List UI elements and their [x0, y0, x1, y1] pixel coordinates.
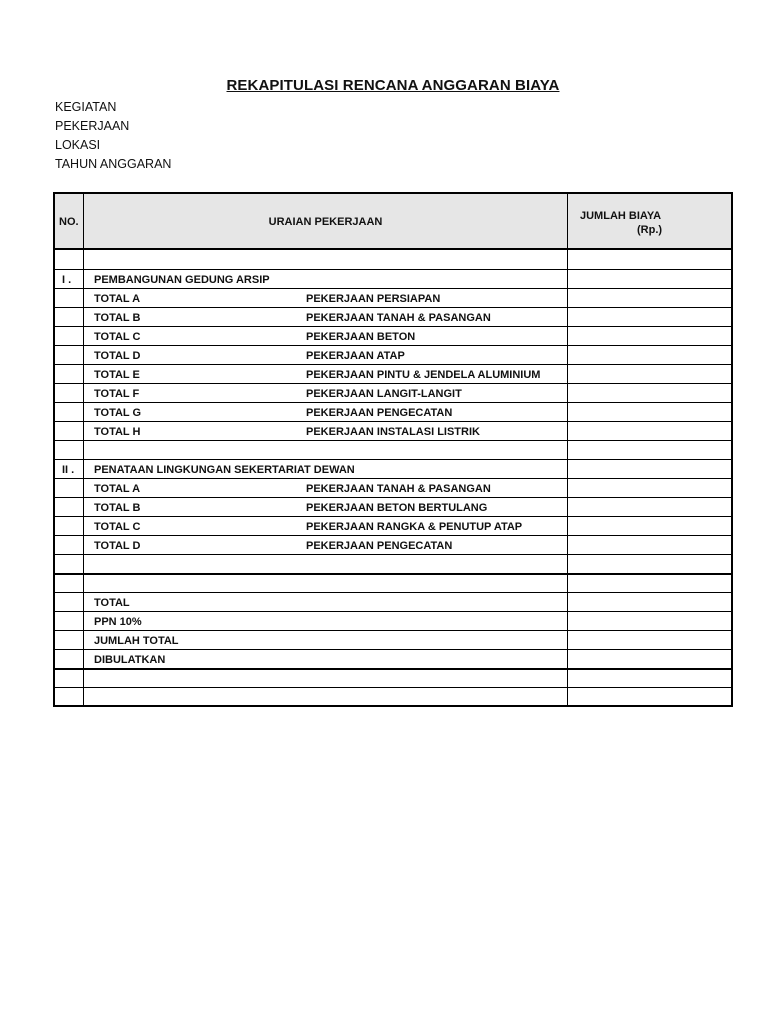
row-no: II . — [62, 464, 75, 476]
table-row — [55, 517, 731, 536]
column-divider-no — [83, 194, 84, 705]
header-jumlah-line1: JUMLAH BIAYA — [580, 210, 662, 222]
document-title: REKAPITULASI RENCANA ANGGARAN BIAYA — [226, 77, 560, 94]
row-label: TOTAL D — [94, 540, 141, 552]
row-label: JUMLAH TOTAL — [94, 635, 179, 647]
row-description: PEKERJAAN PENGECATAN — [306, 407, 453, 419]
row-label: PEMBANGUNAN GEDUNG ARSIP — [94, 274, 270, 286]
table-row — [55, 308, 731, 327]
table-row — [55, 536, 731, 555]
table-row — [55, 346, 731, 365]
meta-pekerjaan: PEKERJAAN — [55, 119, 130, 133]
row-description: PEKERJAAN PINTU & JENDELA ALUMINIUM — [306, 369, 541, 381]
row-label: TOTAL C — [94, 521, 141, 533]
table-row — [55, 612, 731, 631]
table-header — [55, 194, 731, 250]
row-description: PEKERJAAN PENGECATAN — [306, 540, 453, 552]
row-label: TOTAL — [94, 597, 130, 609]
row-description: PEKERJAAN PERSIAPAN — [306, 293, 441, 305]
row-description: PEKERJAAN LANGIT-LANGIT — [306, 388, 462, 400]
rab-table — [53, 192, 733, 707]
row-label: TOTAL F — [94, 388, 140, 400]
column-divider-amount — [567, 194, 568, 705]
row-label: TOTAL E — [94, 369, 140, 381]
row-description: PEKERJAAN INSTALASI LISTRIK — [306, 426, 480, 438]
table-row — [55, 289, 731, 308]
table-row — [55, 460, 731, 479]
table-row — [55, 574, 731, 593]
row-label: TOTAL A — [94, 483, 141, 495]
table-row — [55, 403, 731, 422]
header-jumlah-line2: (Rp.) — [637, 224, 663, 236]
row-label: TOTAL G — [94, 407, 142, 419]
row-label: DIBULATKAN — [94, 654, 166, 666]
row-label: TOTAL B — [94, 502, 141, 514]
row-label: TOTAL B — [94, 312, 141, 324]
row-description: PEKERJAAN TANAH & PASANGAN — [306, 483, 491, 495]
table-row — [55, 270, 731, 289]
row-description: PEKERJAAN ATAP — [306, 350, 405, 362]
meta-tahun-anggaran: TAHUN ANGGARAN — [55, 157, 172, 171]
header-uraian: URAIAN PEKERJAAN — [268, 216, 383, 228]
table-row — [55, 365, 731, 384]
row-description: PEKERJAAN RANGKA & PENUTUP ATAP — [306, 521, 523, 533]
table-row — [55, 650, 731, 669]
row-label: TOTAL D — [94, 350, 141, 362]
row-description: PEKERJAAN TANAH & PASANGAN — [306, 312, 491, 324]
row-label: PENATAAN LINGKUNGAN SEKERTARIAT DEWAN — [94, 464, 355, 476]
table-row — [55, 631, 731, 650]
table-row — [55, 669, 731, 688]
header-jumlah — [580, 209, 662, 237]
table-row — [55, 327, 731, 346]
table-row — [55, 441, 731, 460]
table-row — [55, 479, 731, 498]
row-description: PEKERJAAN BETON BERTULANG — [306, 502, 488, 514]
table-row — [55, 384, 731, 403]
table-row — [55, 422, 731, 441]
table-row — [55, 498, 731, 517]
table-row — [55, 555, 731, 574]
row-divider — [55, 687, 731, 688]
table-row — [55, 251, 731, 270]
meta-lokasi: LOKASI — [55, 138, 101, 152]
row-description: PEKERJAAN BETON — [306, 331, 416, 343]
row-no: I . — [62, 274, 72, 286]
meta-block — [55, 98, 171, 174]
row-label: TOTAL H — [94, 426, 141, 438]
row-label: TOTAL C — [94, 331, 141, 343]
meta-kegiatan: KEGIATAN — [55, 100, 117, 114]
header-no: NO. — [59, 216, 79, 228]
row-label: PPN 10% — [94, 616, 142, 628]
table-row — [55, 593, 731, 612]
row-label: TOTAL A — [94, 293, 141, 305]
